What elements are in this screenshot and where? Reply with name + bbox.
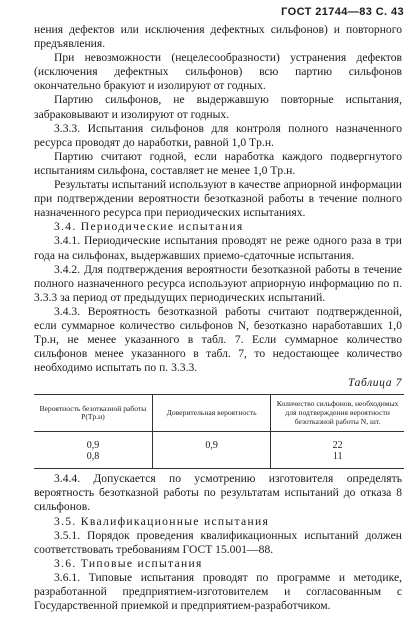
section-heading: 3.6. Типовые испытания xyxy=(54,556,203,570)
table-cell: 0,9 xyxy=(86,440,100,452)
column-header: Количество сильфонов, необходимых для подтверждения вероятности безотказной работы N, шт. xyxy=(271,395,404,432)
paragraph: 3.6.1. Типовые испытания проводят по программе и методике, разработанной предприятием-изготовителем и согласованным с Государственной приемкой и предприятием-разработчиком. xyxy=(34,570,402,613)
table-cell: 0,9 xyxy=(152,432,270,452)
table-row xyxy=(34,451,404,469)
paragraph: 3.3.3. Испытания сильфонов для контроля полного назначенного ресурса проводят до наработки, равной 1,0 Tр.н. xyxy=(34,121,402,149)
section-heading: 3.4. Периодические испытания xyxy=(54,220,244,234)
column-header: Доверительная вероятность xyxy=(152,395,270,432)
table-cell xyxy=(152,451,270,469)
table-cell: 11 xyxy=(271,451,404,469)
table-caption: Таблица 7 xyxy=(347,376,402,390)
paragraph: 3.4.1. Периодические испытания проводят не реже одного раза в три года на сильфонах, выдержавших приемо-сдаточные испытания. xyxy=(34,234,402,262)
paragraph: нения дефектов или исключения дефектных сильфонов) и повторного предъявления. xyxy=(34,23,402,51)
data-table xyxy=(34,394,404,469)
paragraph: 3.4.2. Для подтверждения вероятности безотказной работы в течение полного назначенного ресурса используют априорную информацию по п. 3.3.3 за период от предыдущих периодических испытаний. xyxy=(34,262,402,304)
table-cell: 22 xyxy=(271,432,404,452)
paragraph: 3.5.1. Порядок проведения квалификационных испытаний должен соответствовать требованиям ГОСТ 15.001—88. xyxy=(34,528,402,556)
paragraph: Партию сильфонов, не выдержавшую повторные испытания, забраковывают и изолируют от годных. xyxy=(34,93,402,121)
paragraph: При невозможности (нецелесообразности) устранения дефектов (исключения дефектных сильфонов) всю партию сильфонов окончательно бракуют и изолируют от годных. xyxy=(34,51,402,93)
table-row xyxy=(34,432,404,452)
table-cell: 0,8 xyxy=(34,451,152,469)
paragraph: 3.4.4. Допускается по усмотрению изготовителя определять вероятность безотказной работы по результатам испытаний до отказа 8 сильфонов. xyxy=(34,472,402,514)
table-header-row xyxy=(34,395,404,432)
column-header: Вероятность безотказной работы P(Tр.н) xyxy=(34,395,152,432)
page-header: ГОСТ 21744—83 С. 43 xyxy=(281,6,404,18)
section-heading: 3.5. Квалификационные испытания xyxy=(54,514,270,528)
paragraph: Результаты испытаний используют в качестве априорной информации при подтверждении вероятности безотказной работы в течение полного назначенного ресурса при периодических испытаниях. xyxy=(34,178,402,220)
document-body xyxy=(34,23,402,613)
paragraph: Партию считают годной, если наработка каждого подвергнутого испытаниям сильфона, составляет не менее 1,0 Tр.н. xyxy=(34,149,402,177)
paragraph: 3.4.3. Вероятность безотказной работы считают подтвержденной, если суммарное количество сильфонов N, безотказно наработавших 1,0 Tр.н, не менее указанного в табл. 7. Если суммарное количество сильфонов менее указанного в табл. 7, то недостающее количество необходимо испытать по п. 3.3.3. xyxy=(34,304,402,375)
